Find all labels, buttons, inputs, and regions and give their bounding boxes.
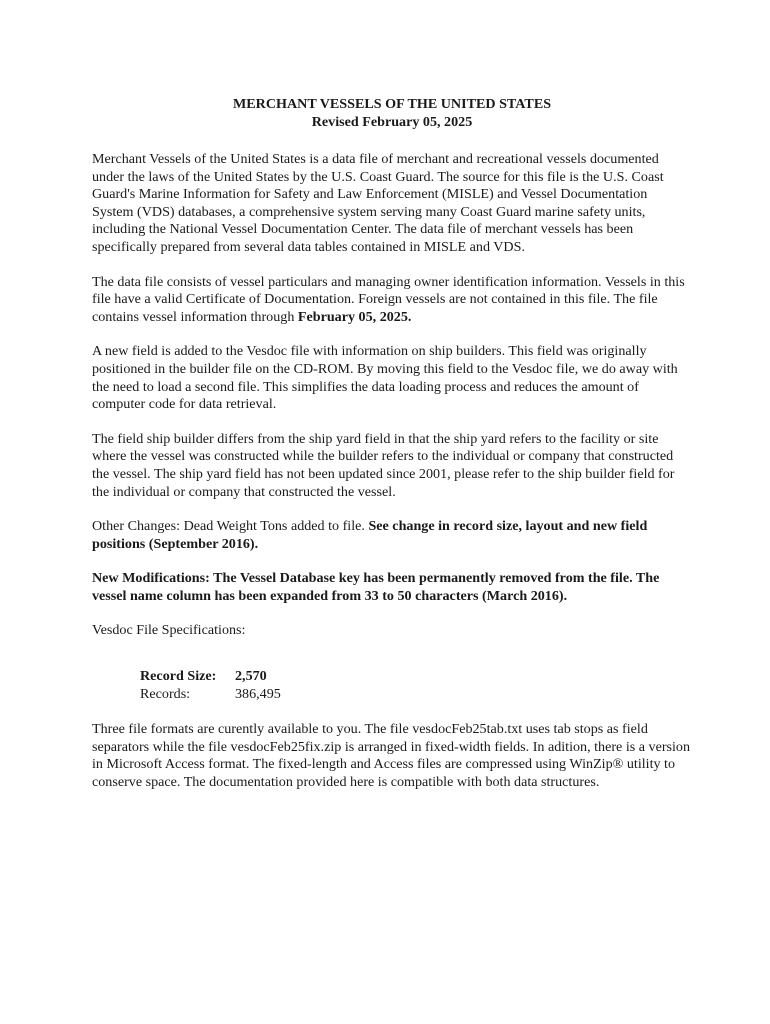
paragraph-new-field: A new field is added to the Vesdoc file with information on ship builders. This field was originally positioned in the builder file on the CD-ROM. By moving this field to the Vesdoc file, we do away with the need to load a second file. This simplifies the data loading process and reduces the amount of computer code for data retrieval. (92, 343, 678, 413)
spec-records-label: Records: (140, 686, 191, 703)
paragraph-specifications-heading: Vesdoc File Specifications: (92, 622, 246, 639)
paragraph-other-changes (92, 518, 692, 553)
paragraph-ship-builder: The field ship builder differs from the ship yard field in that the ship yard refers to the facility or site where the vessel was constructed while the builder refers to the individual or company that constructed the vessel. The ship yard field has not been updated since 2001, please refer to the ship builder field for the individual or company that constructed the vessel. (92, 430, 675, 500)
title-block (92, 95, 692, 131)
spec-record-size-label: Record Size: (140, 668, 217, 685)
document-subtitle: Revised February 05, 2025 (311, 114, 473, 130)
spec-record-size (140, 667, 692, 685)
paragraph-data-file-date: February 05, 2025. (297, 308, 412, 325)
paragraph-other-changes-text: Other Changes: Dead Weight Tons added to file. (92, 518, 369, 535)
spec-record-size-value: 2,570 (235, 668, 267, 685)
paragraph-new-modifications: New Modifications: The Vessel Database key has been permanently removed from the file. The vessel name column has been expanded from 33 to 50 characters (March 2016). (92, 570, 660, 604)
paragraph-file-formats: Three file formats are curently available to you. The file vesdocFeb25tab.txt uses tab stops as field separators while the file vesdocFeb25fix.zip is arranged in fixed-width fields. In adition, there is a version in Microsoft Access format. The fixed-length and Access files are compressed using WinZip® utility to conserve space. The documentation provided here is compatible with both data structures. (92, 721, 691, 790)
spec-records-value: 386,495 (235, 686, 281, 703)
paragraph-data-file-text: The data file consists of vessel particulars and managing owner identification information. Vessels in this file have a valid Certificate of Documentation. Foreign vessels are not contained in this file. The file contains vessel information through (92, 273, 685, 325)
specifications-list (140, 667, 692, 703)
document-title: MERCHANT VESSELS OF THE UNITED STATES (232, 96, 552, 112)
paragraph-other-changes-bold: See change in record size, layout and new field positions (September 2016). (92, 518, 648, 552)
paragraph-data-file (92, 274, 692, 327)
paragraph-intro: Merchant Vessels of the United States is a data file of merchant and recreational vessels documented under the laws of the United States by the U.S. Coast Guard. The source for this file is the U.S. Coast Guard's Marine Information for Safety and Law Enforcement (MISLE) and Vessel Documentation System (VDS) databases, a comprehensive system serving many Coast Guard marine safety units, including the National Vessel Documentation Center. The data file of merchant vessels has been specifically prepared from several data tables contained in MISLE and VDS. (92, 151, 664, 255)
document-page (92, 95, 692, 808)
spec-records (140, 685, 692, 703)
